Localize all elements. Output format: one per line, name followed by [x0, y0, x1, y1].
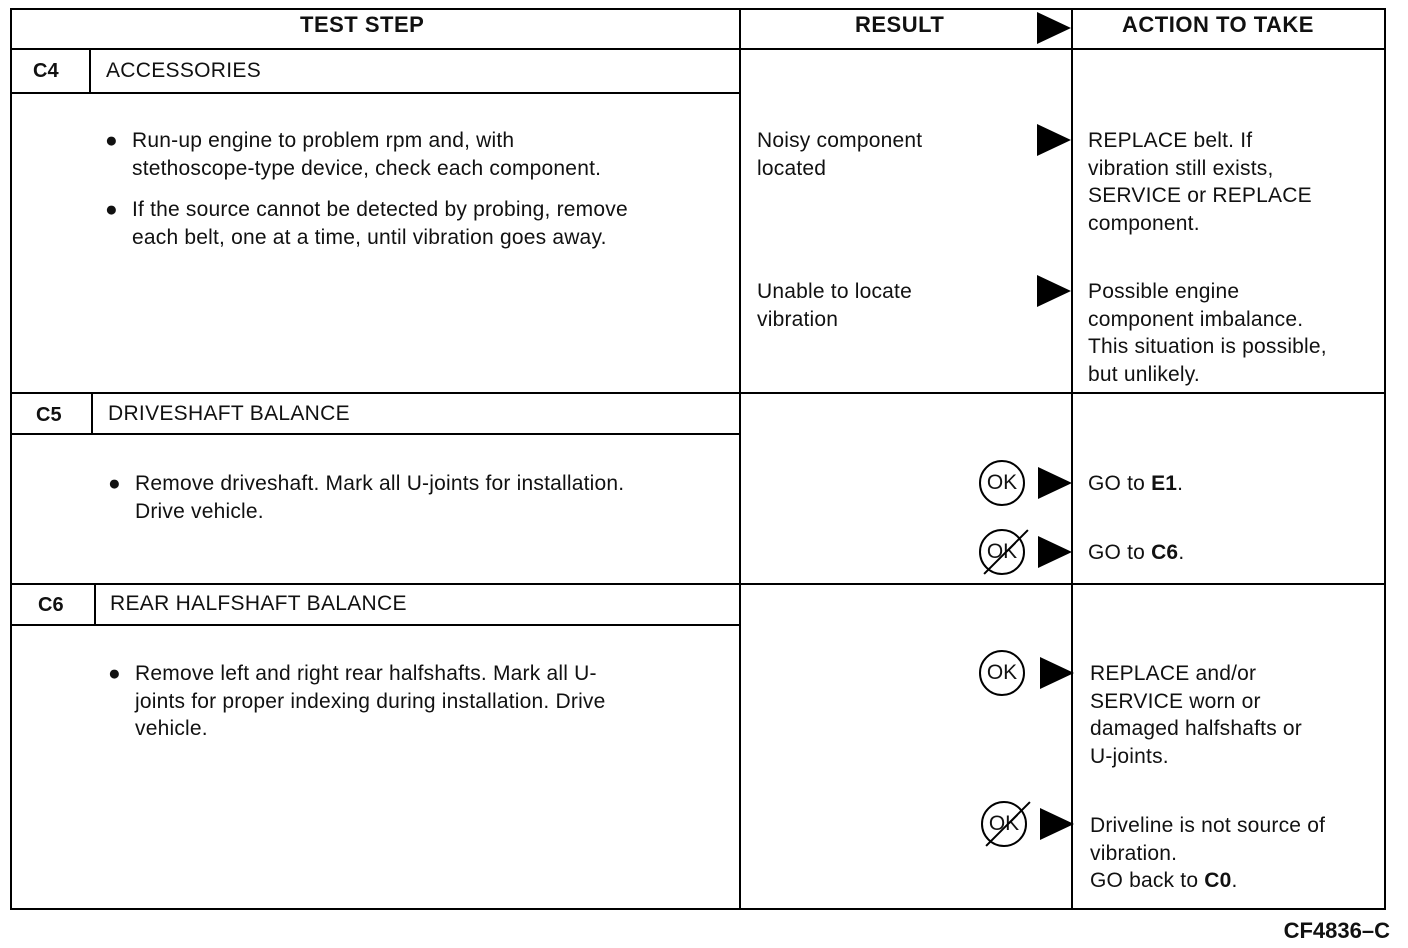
code-divider — [94, 583, 96, 626]
step-title-c5: DRIVESHAFT BALANCE — [108, 402, 350, 425]
step-code-c4: C4 — [33, 60, 59, 82]
section-title-rule — [10, 624, 741, 626]
result-arrow-icon — [1037, 275, 1071, 307]
c6-bullet1: Remove left and right rear halfshafts. Mark all U- joints for proper indexing during installation. Drive vehicle. — [135, 662, 606, 740]
bullet-icon: ● — [108, 472, 121, 495]
result-arrow-icon — [1038, 467, 1072, 499]
header-arrow-icon — [1037, 12, 1071, 44]
header-test-step: TEST STEP — [300, 12, 425, 37]
bullet-icon: ● — [105, 198, 118, 221]
c4-bullet2: If the source cannot be detected by probing, remove each belt, one at a time, until vibration goes away. — [132, 198, 628, 249]
code-divider — [91, 392, 93, 435]
code-divider — [89, 48, 91, 93]
c5-action-not-ok: GO to C6. — [1088, 541, 1185, 564]
result-arrow-icon — [1040, 808, 1074, 840]
header-rule — [10, 48, 1386, 50]
c6-action-ok: REPLACE and/or SERVICE worn or damaged halfshafts or U-joints. — [1090, 662, 1302, 768]
ok-icon: OK — [979, 650, 1025, 696]
c5-action-ok: GO to E1. — [1088, 472, 1184, 495]
section-title-rule — [10, 92, 741, 94]
header-action: ACTION TO TAKE — [1122, 12, 1314, 37]
header-result: RESULT — [855, 12, 945, 37]
c6-action-not-ok: Driveline is not source of vibration. GO back to C0. — [1090, 814, 1326, 892]
c5-bullet1: Remove driveshaft. Mark all U-joints for installation. Drive vehicle. — [135, 472, 625, 523]
step-code-c6: C6 — [38, 594, 64, 616]
step-title-c6: REAR HALFSHAFT BALANCE — [110, 592, 407, 615]
section-rule — [10, 392, 1386, 394]
not-ok-icon: OK — [979, 529, 1025, 575]
result-arrow-icon — [1040, 657, 1074, 689]
ok-icon: OK — [979, 460, 1025, 506]
result-arrow-icon — [1037, 124, 1071, 156]
not-ok-icon: OK — [981, 801, 1027, 847]
section-title-rule — [10, 433, 741, 435]
step-title-c4: ACCESSORIES — [106, 59, 262, 82]
figure-id: CF4836–C — [1283, 918, 1390, 943]
section-rule — [10, 583, 1386, 585]
bullet-icon: ● — [105, 129, 118, 152]
c4-action-2: Possible engine component imbalance. This situation is possible, but unlikely. — [1088, 280, 1327, 386]
result-arrow-icon — [1038, 536, 1072, 568]
c4-result-1: Noisy component located — [757, 129, 923, 180]
c4-action-1: REPLACE belt. If vibration still exists, SERVICE or REPLACE component. — [1088, 129, 1312, 235]
step-code-c5: C5 — [36, 404, 62, 426]
c4-result-2: Unable to locate vibration — [757, 280, 912, 331]
c4-bullet1: Run-up engine to problem rpm and, with stethoscope-type device, check each component. — [132, 129, 602, 180]
column-divider — [1071, 8, 1073, 910]
bullet-icon: ● — [108, 662, 121, 685]
column-divider — [739, 8, 741, 910]
